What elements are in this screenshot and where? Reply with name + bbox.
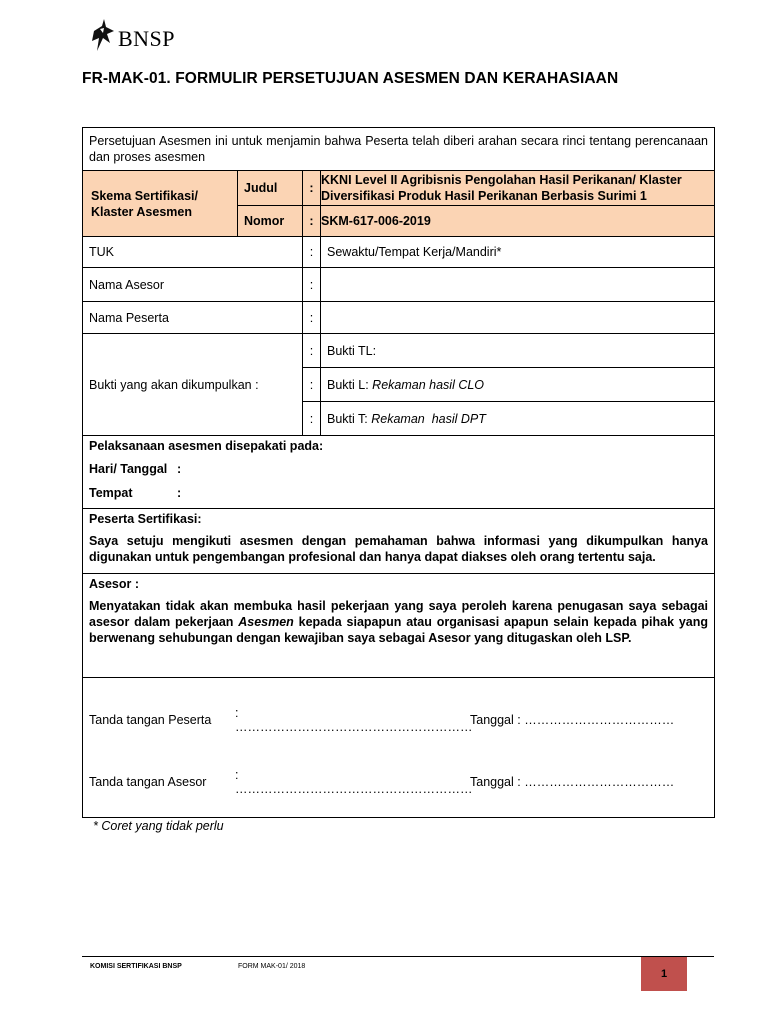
asesor-colon: : <box>303 268 321 302</box>
bukti-l-colon: : <box>303 368 321 402</box>
footer-organization: KOMISI SERTIFIKASI BNSP <box>90 963 182 970</box>
judul-value: KKNI Level II Agribisnis Pengolahan Hasil Perikanan/ Klaster Diversifikasi Produk Hasil Perikanan Berbasis Surimi 1 <box>321 171 715 206</box>
peserta-signature-line: : ………………………………………………… <box>235 706 473 734</box>
footer-form-code: FORM MAK-01/ 2018 <box>238 963 306 970</box>
peserta-signature[interactable] <box>89 706 708 734</box>
bukti-l-label: Bukti L: <box>327 377 369 392</box>
peserta-signature-label: Tanda tangan Peserta <box>89 713 212 727</box>
scheme-label: Skema Sertifikasi/ Klaster Asesmen <box>83 171 238 237</box>
tempat-field[interactable] <box>89 486 708 506</box>
asesor-signature[interactable] <box>89 768 708 796</box>
peserta-value-field[interactable] <box>321 302 715 334</box>
page-number-badge <box>641 957 687 991</box>
hari-tanggal-field[interactable] <box>89 462 708 486</box>
bukti-l-value: Rekaman hasil CLO <box>372 377 485 392</box>
intro-row <box>83 128 715 171</box>
asesor-label: Nama Asesor <box>83 268 303 302</box>
asesor-statement-heading: Asesor : <box>89 577 140 591</box>
asesor-statement-row <box>83 574 715 678</box>
asesor-statement-before: Menyatakan tidak akan membuka hasil pekerjaan yang saya peroleh karena penugasan saya sebagai asesor dalam pekerjaan <box>89 599 709 629</box>
bukti-tl-colon: : <box>303 334 321 368</box>
nomor-label: Nomor <box>238 206 303 237</box>
page-title: FR-MAK-01. FORMULIR PERSETUJUAN ASESMEN DAN KERAHASIAAN <box>82 70 619 87</box>
peserta-tanggal: Tanggal : ……………………………… <box>470 713 675 727</box>
bukti-t-label: Bukti T: <box>327 411 368 426</box>
bnsp-logo <box>90 16 175 58</box>
bukti-l-cell[interactable] <box>321 368 715 402</box>
asesor-statement-text <box>89 598 708 646</box>
hari-tanggal-label: Hari/ Tanggal <box>89 462 168 476</box>
tuk-value: Sewaktu/Tempat Kerja/Mandiri* <box>321 237 715 268</box>
logo-text: BNSP <box>118 26 176 51</box>
bukti-label: Bukti yang akan dikumpulkan : <box>83 334 303 436</box>
pelaksanaan-heading: Pelaksanaan asesmen disepakati pada: <box>89 439 324 453</box>
tuk-label: TUK <box>83 237 303 268</box>
asesor-value-field[interactable] <box>321 268 715 302</box>
tempat-colon: : <box>177 486 182 500</box>
peserta-row <box>83 302 715 334</box>
footnote: * Coret yang tidak perlu <box>93 819 224 833</box>
peserta-colon: : <box>303 302 321 334</box>
peserta-sertifikasi-row <box>83 509 715 574</box>
asesor-tanggal: Tanggal : ……………………………… <box>470 775 675 789</box>
asesor-row <box>83 268 715 302</box>
asesor-signature-label: Tanda tangan Asesor <box>89 775 207 789</box>
bukti-t-value: Rekaman hasil DPT <box>371 411 486 426</box>
assessment-form-table <box>82 127 715 818</box>
tuk-colon: : <box>303 237 321 268</box>
bukti-t-colon: : <box>303 402 321 436</box>
bukti-t-cell[interactable] <box>321 402 715 436</box>
tempat-label: Tempat <box>89 486 133 500</box>
bukti-row <box>83 334 715 368</box>
signature-row <box>83 678 715 818</box>
pelaksanaan-row <box>83 436 715 509</box>
nomor-value: SKM-617-006-2019 <box>321 206 715 237</box>
judul-label: Judul <box>238 171 303 206</box>
scheme-judul-row <box>83 171 715 206</box>
bukti-tl-cell[interactable] <box>321 334 715 368</box>
peserta-sertifikasi-heading: Peserta Sertifikasi: <box>89 512 202 526</box>
tuk-row <box>83 237 715 268</box>
bukti-tl-label: Bukti TL: <box>327 343 377 358</box>
footer-divider <box>82 956 714 957</box>
hari-tanggal-colon: : <box>177 462 182 476</box>
intro-text: Persetujuan Asesmen ini untuk menjamin bahwa Peserta telah diberi arahan secara rinci tentang perencanaan dan proses asesmen <box>83 128 715 171</box>
asesor-signature-line: : ………………………………………………… <box>235 768 473 796</box>
peserta-label: Nama Peserta <box>83 302 303 334</box>
asesor-statement-italic: Asesmen <box>238 615 294 629</box>
peserta-sertifikasi-text: Saya setuju mengikuti asesmen dengan pemahaman bahwa informasi yang dikumpulkan hanya digunakan untuk pengembangan profesional dan hanya dapat diakses oleh orang tertentu saja. <box>89 534 709 564</box>
page-number: 1 <box>660 968 668 980</box>
judul-colon: : <box>303 171 321 206</box>
asesor-statement-after: kepada siapapun atau organisasi apapun selain kepada pihak yang berwenang sehubungan dengan kewajiban saya sebagai Asesor yang ditugaskan oleh LSP. <box>89 615 709 645</box>
nomor-colon: : <box>303 206 321 237</box>
garuda-emblem-icon <box>90 17 116 57</box>
